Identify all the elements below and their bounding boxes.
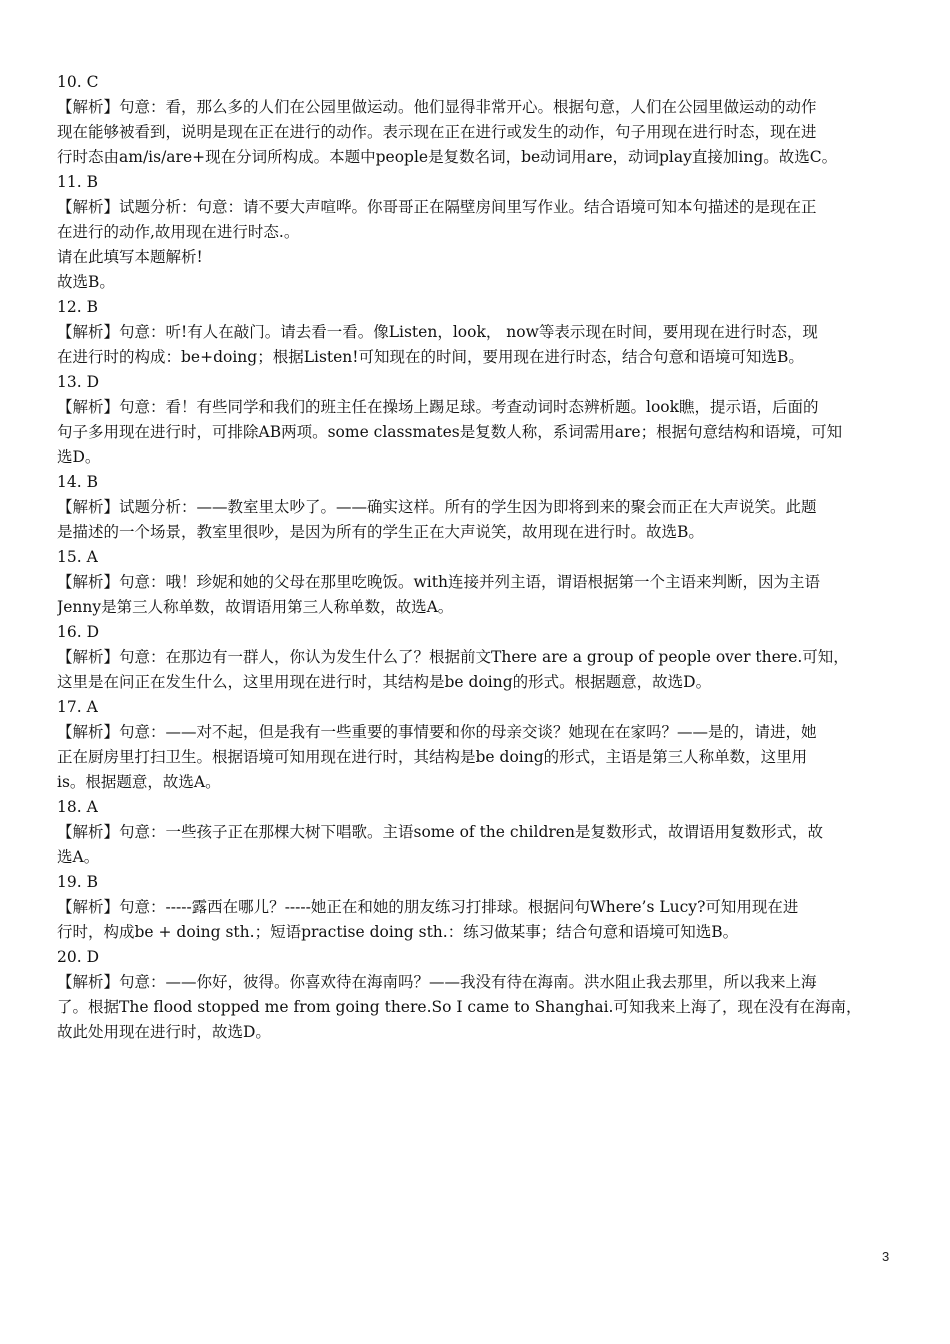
text-line: 17. A <box>57 698 98 716</box>
text-line: is。根据题意，故选A。 <box>57 773 221 791</box>
text-line: 句子多用现在进行时，可排除AB两项。some classmates是复数人称，系词需用are；根据句意结构和语境，可知 <box>57 423 843 441</box>
text-line: 【解析】句意：看！有些同学和我们的班主任在操场上踢足球。考查动词时态辨析题。look瞧，提示语，后面的 <box>57 398 819 416</box>
page-number: 3 <box>882 1249 890 1264</box>
text-line: 【解析】句意：——你好，彼得。你喜欢待在海南吗？——我没有待在海南。洪水阻止我去那里，所以我来上海 <box>57 973 817 991</box>
text-line: 在进行的动作,故用现在进行时态.。 <box>57 223 300 241</box>
text-line: 19. B <box>57 873 98 891</box>
text-line: 了。根据The flood stopped me from going there.So I came to Shanghai.可知我来上海了，现在没有在海南， <box>57 998 862 1016</box>
text-line: 11. B <box>57 173 98 191</box>
text-line: 【解析】试题分析：句意：请不要大声喧哗。你哥哥正在隔壁房间里写作业。结合语境可知本句描述的是现在正 <box>57 198 817 216</box>
text-line: 【解析】句意：一些孩子正在那棵大树下唱歌。主语some of the children是复数形式，故谓语用复数形式，故 <box>57 823 823 841</box>
text-line: 在进行时的构成：be+doing；根据Listen!可知现在的时间，要用现在进行时态，结合句意和语境可知选B。 <box>57 348 804 366</box>
text-line: 18. A <box>57 798 98 816</box>
document-body <box>57 70 895 1045</box>
text-line: 13. D <box>57 373 100 391</box>
text-line: 12. B <box>57 298 98 316</box>
text-line: 故此处用现在进行时，故选D。 <box>57 1023 271 1041</box>
text-line: 16. D <box>57 623 100 641</box>
text-line: 故选B。 <box>57 273 115 291</box>
text-line: 【解析】句意：看，那么多的人们在公园里做运动。他们显得非常开心。根据句意，人们在公园里做运动的动作 <box>57 98 817 116</box>
text-line: 行时态由am/is/are+现在分词所构成。本题中people是复数名词，be动词用are，动词play直接加ing。故选C。 <box>57 148 838 166</box>
text-line: 是描述的一个场景，教室里很吵，是因为所有的学生正在大声说笑，故用现在进行时。故选B。 <box>57 523 704 541</box>
text-line: 【解析】句意：——对不起，但是我有一些重要的事情要和你的母亲交谈？她现在在家吗？——是的，请进，她 <box>57 723 817 741</box>
text-line: 10. C <box>57 73 99 91</box>
text-line: 【解析】句意：-----露西在哪儿？-----她正在和她的朋友练习打排球。根据问句Where’s Lucy?可知用现在进 <box>57 898 799 916</box>
text-line: 【解析】句意：在那边有一群人，你认为发生什么了？根据前文There are a group of people over there.可知， <box>57 648 849 666</box>
text-line: 【解析】句意：听!有人在敲门。请去看一看。像Listen，look， now等表示现在时间，要用现在进行时态，现 <box>57 323 818 341</box>
text-line: 这里是在问正在发生什么，这里用现在进行时，其结构是be doing的形式。根据题意，故选D。 <box>57 673 712 691</box>
text-line: 15. A <box>57 548 98 566</box>
text-line: Jenny是第三人称单数，故谓语用第三人称单数，故选A。 <box>57 598 454 616</box>
text-line: 【解析】句意：哦！珍妮和她的父母在那里吃晚饭。with连接并列主语，谓语根据第一个主语来判断，因为主语 <box>57 573 820 591</box>
text-line: 【解析】试题分析：——教室里太吵了。——确实这样。所有的学生因为即将到来的聚会而正在大声说笑。此题 <box>57 498 817 516</box>
text-line: 行时，构成be + doing sth.；短语practise doing sth.：练习做某事；结合句意和语境可知选B。 <box>57 923 739 941</box>
text-line: 请在此填写本题解析! <box>57 248 203 266</box>
text-line: 正在厨房里打扫卫生。根据语境可知用现在进行时，其结构是be doing的形式，主语是第三人称单数，这里用 <box>57 748 808 766</box>
text-line: 14. B <box>57 473 98 491</box>
text-line: 选D。 <box>57 448 101 466</box>
text-line: 现在能够被看到，说明是现在正在进行的动作。表示现在正在进行或发生的动作，句子用现在进行时态，现在进 <box>57 123 817 141</box>
text-line: 20. D <box>57 948 100 966</box>
text-line: 选A。 <box>57 848 100 866</box>
